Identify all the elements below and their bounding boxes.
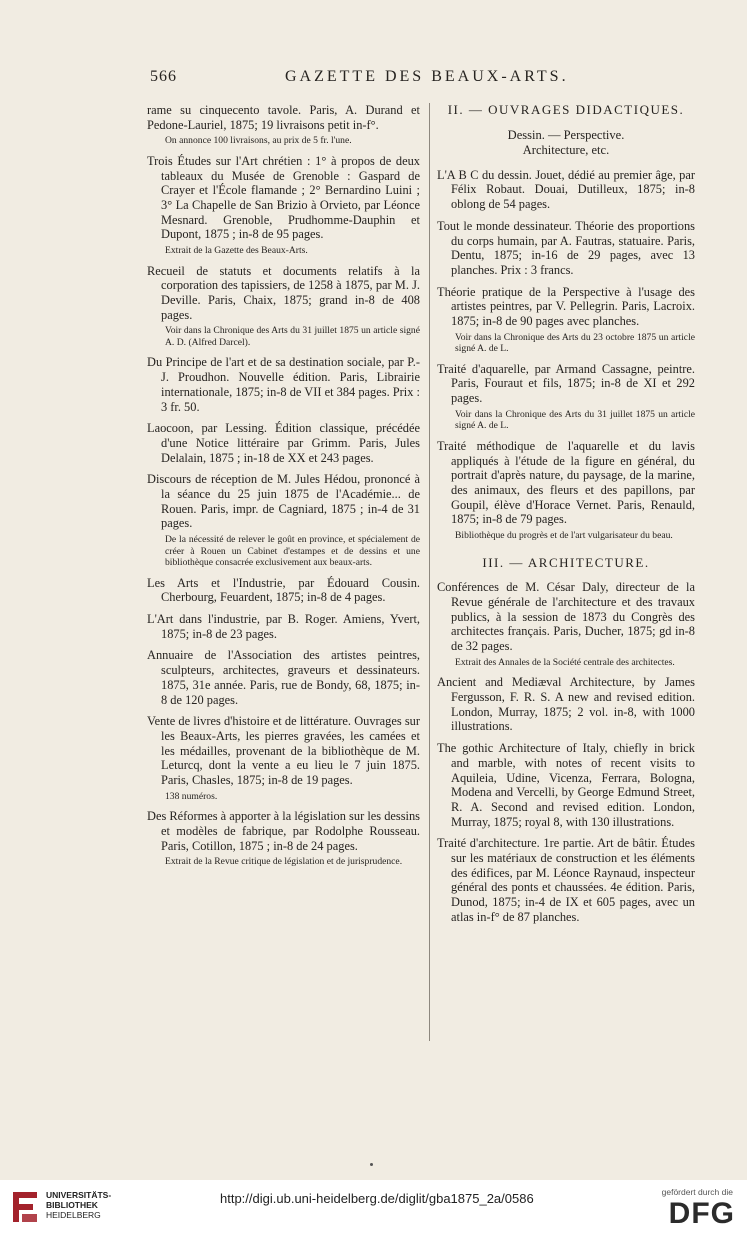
- entry-text: Conférences de M. César Daly, directeur de la Revue générale de l'architecture et des travaux publics, à la session de 1873 du Congrès des architectes français. Paris, Ducher, 1875; gd in-8 de 32 pages.: [437, 580, 695, 654]
- left-column: [147, 103, 420, 875]
- continuation-body: rame su cinquecento tavole. Paris, A. Durand et Pedone-Lauriel, 1875; 19 livraisons petit in-f°.: [147, 103, 420, 132]
- footer-bar: [0, 1180, 747, 1234]
- bibliography-entry: [147, 576, 420, 605]
- entry-note: Extrait de la Gazette des Beaux-Arts.: [165, 245, 308, 257]
- right-column: [437, 103, 695, 932]
- entry-note: Bibliothèque du progrès et de l'art vulgarisateur du beau.: [455, 530, 673, 542]
- bibliography-entry: [437, 836, 695, 924]
- subheading-line1: Dessin. — Perspective.: [507, 127, 625, 142]
- permalink-url[interactable]: http://digi.ub.uni-heidelberg.de/diglit/gba1875_2a/0586: [220, 1191, 534, 1206]
- entry-text: L'A B C du dessin. Jouet, dédié au premier âge, par Félix Robaut. Douai, Dutilleux, 1875; in-8 oblong de 54 pages.: [437, 167, 695, 212]
- section-heading-didactiques: II. — OUVRAGES DIDACTIQUES.: [447, 102, 685, 117]
- bibliography-entry: [147, 648, 420, 707]
- entry-text: Traité d'architecture. 1re partie. Art de bâtir. Études sur les matériaux de construction et les éléments des édifices, par M. Léonce Raynaud, inspecteur général des ponts et chaussées. 4e édition. Paris, Dunod, 1875; in-4 de IX et 605 pages, avec un atlas in-f° de 87 planches.: [437, 836, 695, 924]
- entry-text: Du Principe de l'art et de sa destination sociale, par P.-J. Proudhon. Nouvelle édition. Paris, Librairie internationale, 1875; in-8 de VII et 384 pages. Prix : 3 fr. 50.: [147, 355, 420, 414]
- dfg-logo[interactable]: DFG: [668, 1197, 735, 1230]
- entry-note: Voir dans la Chronique des Arts du 23 octobre 1875 un article signé A. de L.: [455, 331, 695, 355]
- library-line3: HEIDELBERG: [46, 1210, 101, 1220]
- funded-by-label: gefördert durch die: [661, 1187, 733, 1197]
- entry-note: Extrait de la Revue critique de législation et de jurisprudence.: [165, 856, 403, 868]
- entry-note: 138 numéros.: [165, 790, 218, 802]
- entry-text: Annuaire de l'Association des artistes peintres, sculpteurs, architectes, graveurs et dessinateurs. 1875, 31e année. Paris, rue de Bondy, 68, 1875; in-8 de 120 pages.: [147, 648, 420, 707]
- bibliography-entry: [147, 355, 420, 414]
- entry-text: Théorie pratique de la Perspective à l'usage des artistes peintres, par V. Pellegrin. Paris, Lacroix. 1875; in-8 de 90 pages avec planches.: [437, 284, 695, 329]
- architecture-entries-list: [437, 580, 695, 924]
- bibliography-entry: [437, 362, 695, 432]
- bibliography-entry: [437, 741, 695, 829]
- entry-text: Tout le monde dessinateur. Théorie des proportions du corps humain, par A. Fautras, statuaire. Paris, Dentu, 1875; in-16 de 29 pages, avec 13 planches. Prix : 3 francs.: [437, 218, 695, 277]
- entry-note: Extrait des Annales de la Société centrale des architectes.: [455, 656, 675, 668]
- bibliography-entry: [147, 472, 420, 568]
- entry-text: Traité d'aquarelle, par Armand Cassagne, peintre. Paris, Fouraut et fils, 1875; in-8 de XI et 292 pages.: [437, 361, 695, 406]
- page-mark: [370, 1163, 373, 1166]
- entry-text: Laocoon, par Lessing. Édition classique, précédée d'une Notice littéraire par Grimm. Paris, Jules Delalain, 1875 ; in-18 de XX et 243 pages.: [147, 421, 420, 465]
- entry-note: De la nécessité de relever le goût en province, et spécialement de créer à Rouen un Cabinet d'estampes et de dessins et une bibliothèque consacrée exclusivement aux beaux-arts.: [165, 534, 420, 569]
- bibliography-entry: [437, 675, 695, 734]
- university-library-logo-icon[interactable]: [8, 1188, 42, 1226]
- bibliography-entry: [147, 612, 420, 641]
- column-divider: [429, 103, 430, 1041]
- entry-text: Des Réformes à apporter à la législation sur les dessins et modèles de fabrique, par Rodolphe Rousseau. Paris, Cotillon, 1875 ; in-8 de 24 pages.: [147, 809, 420, 853]
- bibliography-entry: [147, 809, 420, 868]
- subheading-line2: Architecture, etc.: [522, 142, 610, 157]
- didactiques-entries-list: [437, 168, 695, 542]
- entry-text: Recueil de statuts et documents relatifs à la corporation des tapissiers, de 1258 à 1875, par M. J. Deville. Paris, Chaix, 1875; grand in-8 de 408 pages.: [147, 263, 420, 322]
- page-header: [0, 68, 747, 90]
- entry-note: Voir dans la Chronique des Arts du 31 juillet 1875 un article signé A. D. (Alfred Darcel).: [165, 325, 420, 348]
- entry-text: Traité méthodique de l'aquarelle et du lavis appliqués à l'étude de la figure en général, du portrait d'après nature, du paysage, de la marine, des animaux, des fleurs et des papillons, par Goupil, élève d'Horace Vernet. Paris, Renauld, 1875; in-8 de 79 pages.: [437, 438, 695, 527]
- entry-text: Vente de livres d'histoire et de littérature. Ouvrages sur les Beaux-Arts, les pierres gravées, les camées et les médailles, provenant de la bibliothèque de M. Leturcq, dont la vente a eu lieu le 7 juin 1875. Paris, Chasles, 1875; in-8 de 19 pages.: [147, 714, 420, 788]
- bibliography-entry: [437, 168, 695, 212]
- bibliography-entry: [437, 439, 695, 542]
- entry-text: The gothic Architecture of Italy, chiefly in brick and marble, with notes of recent visits to Aquileia, Udine, Vicenza, Ferrara, Bologna, Modena and Vercelli, by George Edmund Street, R. A. Second and revised edition. London, Murray, 1875; royal 8, with 130 illustrations.: [437, 741, 695, 829]
- entry-note: Voir dans la Chronique des Arts du 31 juillet 1875 un article signé A. de L.: [455, 408, 695, 432]
- bibliography-entry: [437, 219, 695, 278]
- continuation-note: On annonce 100 livraisons, au prix de 5 fr. l'une.: [165, 135, 352, 147]
- entry-text: Discours de réception de M. Jules Hédou, prononcé à la séance du 25 juin 1875 de l'Académie... de Rouen. Paris, impr. de Cagniard, 1875 ; in-4 de 31 pages.: [147, 472, 420, 531]
- section-heading-architecture: III. — ARCHITECTURE.: [482, 554, 650, 570]
- entry-text: L'Art dans l'industrie, par B. Roger. Amiens, Yvert, 1875; in-8 de 23 pages.: [147, 612, 420, 641]
- library-line2: BIBLIOTHEK: [46, 1200, 98, 1210]
- bibliography-entry: [437, 580, 695, 668]
- library-line1: UNIVERSITÄTS-: [46, 1190, 112, 1200]
- bibliography-entry: [147, 154, 420, 257]
- page-number: 566: [150, 68, 177, 85]
- entry-text: Ancient and Mediæval Architecture, by James Fergusson, F. R. S. A new and revised edition. London, Murray, 1875; 2 vol. in-8, with 1000 illustrations.: [437, 675, 695, 734]
- journal-title: GAZETTE DES BEAUX-ARTS.: [285, 68, 569, 85]
- left-entries-list: [147, 154, 420, 868]
- bibliography-entry: [147, 421, 420, 465]
- section-subheading: [437, 128, 695, 158]
- bibliography-entry: [437, 285, 695, 355]
- bibliography-entry: [147, 714, 420, 802]
- continuation-text: [147, 103, 420, 147]
- entry-text: Les Arts et l'Industrie, par Édouard Cousin. Cherbourg, Feuardent, 1875; in-8 de 4 pages.: [147, 575, 420, 605]
- entry-text: Trois Études sur l'Art chrétien : 1° à propos de deux tableaux du Musée de Grenoble : Gaspard de Crayer et l'École flamande ; 2° Bernardino Luini ; 3° La Chapelle de San Brizio à Orvieto, par Léonce Mesnard. Grenoble, Prudhomme-Dauphin et Dupont, 1875 ; in-8 de 95 pages.: [147, 153, 420, 242]
- library-name: [46, 1190, 111, 1220]
- bibliography-entry: [147, 264, 420, 349]
